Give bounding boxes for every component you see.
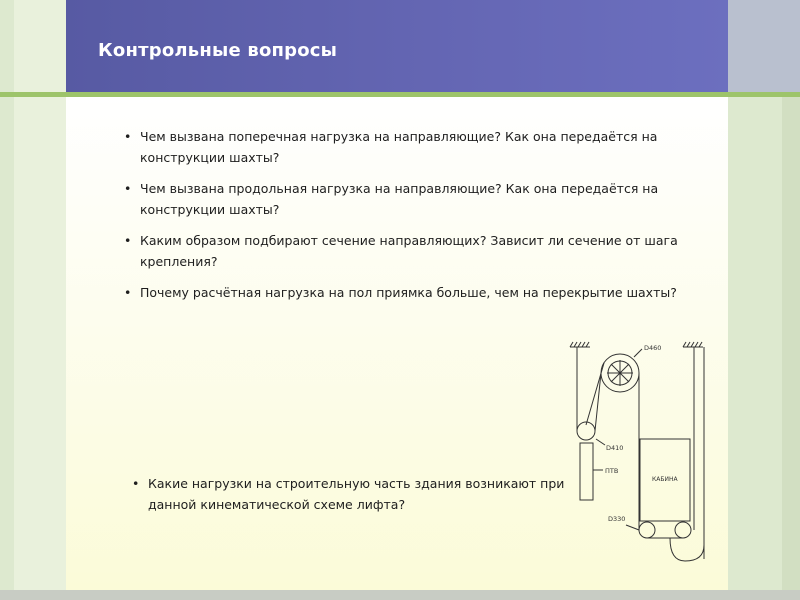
question-text: Почему расчётная нагрузка на пол приямка больше, чем на перекрытие шахты? <box>140 285 677 300</box>
counterweight-box <box>580 443 593 500</box>
title-bar-right-block <box>728 0 800 92</box>
question-text: Чем вызвана продольная нагрузка на направляющие? Как она передаётся на конструкции шахты? <box>140 181 659 217</box>
leader-left-pulley <box>596 439 605 445</box>
rope-to-traction-left-2 <box>586 363 604 425</box>
label-counterweight: ПТВ <box>605 467 619 475</box>
bullet-icon: • <box>132 476 140 491</box>
cabin-pulley-left <box>639 522 655 538</box>
bullet-icon: • <box>124 181 132 196</box>
slide-title: Контрольные вопросы <box>98 40 338 61</box>
question-text: Чем вызвана поперечная нагрузка на направляющие? Как она передаётся на конструкции шахты? <box>140 129 658 165</box>
label-cabin: КАБИНА <box>652 476 678 483</box>
bullet-icon: • <box>124 233 132 248</box>
question-text: Каким образом подбирают сечение направляющих? Зависит ли сечение от шага крепления? <box>140 233 678 269</box>
label-left-pulley: D410 <box>606 444 624 452</box>
diagram-question <box>132 473 568 515</box>
cabin-pulley-right <box>675 522 691 538</box>
leader-top-pulley <box>634 349 642 357</box>
question-item <box>124 230 704 272</box>
question-list <box>124 126 704 313</box>
rope-to-traction-left <box>595 373 601 431</box>
label-top-pulley: D460 <box>644 344 662 352</box>
bottom-strip <box>0 590 800 600</box>
left-margin-inner-band <box>14 0 66 590</box>
diagram-question-text: Какие нагрузки на строительную часть здания возникают при данной кинематической схеме лифта? <box>148 476 565 512</box>
question-item <box>124 282 704 303</box>
bullet-icon: • <box>124 129 132 144</box>
rope-bottom-loop <box>670 538 704 561</box>
leader-bottom-pulleys <box>626 525 639 530</box>
bullet-icon: • <box>124 285 132 300</box>
label-bottom-pulleys: D330 <box>608 515 626 523</box>
left-ceiling-hatch <box>570 342 589 347</box>
question-item <box>124 126 704 168</box>
right-ceiling-hatch <box>683 342 702 347</box>
elevator-kinematic-diagram <box>560 335 720 575</box>
question-item <box>124 178 704 220</box>
